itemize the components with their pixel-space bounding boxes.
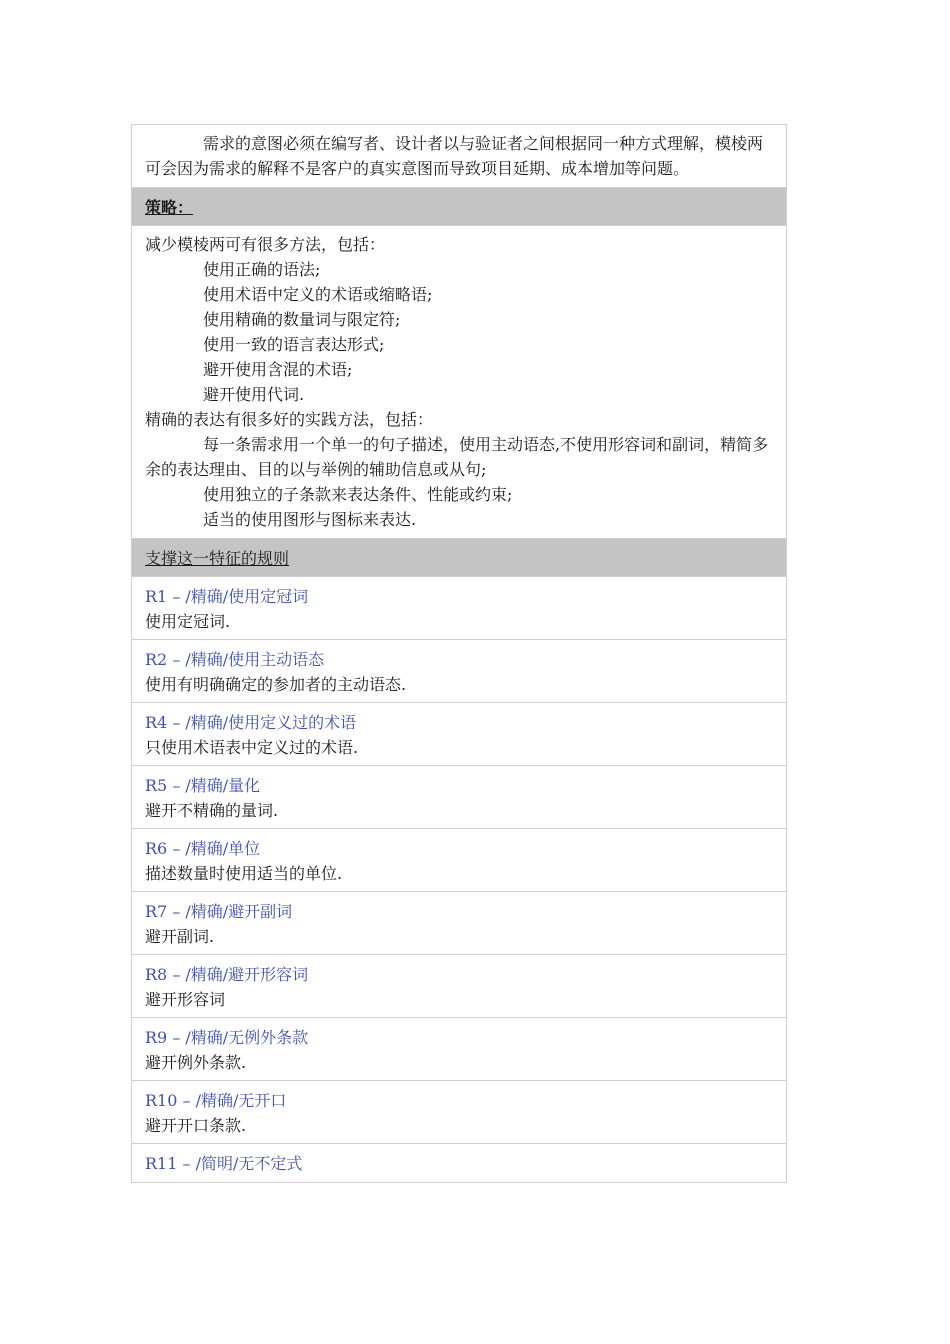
method-item: 使用一致的语言表达形式;	[203, 335, 385, 354]
method-item: 避开使用含混的术语;	[203, 360, 353, 379]
rule-row	[132, 1081, 786, 1144]
rule-link[interactable]: R4 – /精确/使用定义过的术语	[145, 713, 357, 732]
strategy-body	[132, 226, 786, 539]
rule-link[interactable]: R8 – /精确/避开形容词	[145, 965, 309, 984]
rule-row	[132, 577, 786, 640]
rule-link[interactable]: R6 – /精确/单位	[145, 839, 261, 858]
rule-link[interactable]: R7 – /精确/避开副词	[145, 902, 293, 921]
requirements-table	[131, 124, 787, 1183]
rule-link[interactable]: R2 – /精确/使用主动语态	[145, 650, 325, 669]
method-item: 使用精确的数量词与限定符;	[203, 310, 401, 329]
rule-row	[132, 766, 786, 829]
rule-row	[132, 703, 786, 766]
rule-row	[132, 955, 786, 1018]
strategy-header	[132, 188, 786, 226]
method-item: 使用正确的语法;	[203, 260, 321, 279]
rule-description: 避开例外条款.	[145, 1053, 247, 1072]
rule-description: 描述数量时使用适当的单位.	[145, 864, 343, 883]
strategy-label: 策略：	[145, 198, 194, 217]
rule-description: 只使用术语表中定义过的术语.	[145, 738, 359, 757]
method-item: 使用术语中定义的术语或缩略语;	[203, 285, 433, 304]
rule-link[interactable]: R11 – /简明/无不定式	[145, 1154, 303, 1173]
rule-row	[132, 829, 786, 892]
rule-link[interactable]: R1 – /精确/使用定冠词	[145, 587, 309, 606]
method-item: 避开使用代词.	[203, 385, 305, 404]
rule-link[interactable]: R9 – /精确/无例外条款	[145, 1028, 309, 1047]
strategy-lead-precision: 精确的表达有很多好的实践方法，包括：	[145, 410, 434, 429]
practice-item: 适当的使用图形与图标来表达.	[203, 510, 417, 529]
rule-row	[132, 1144, 786, 1182]
intro-text: 需求的意图必须在编写者、设计者以与验证者之间根据同一种方式理解，模棱两可会因为需求的解释不是客户的真实意图而导致项目延期、成本增加等问题。	[145, 134, 764, 178]
rule-link[interactable]: R5 – /精确/量化	[145, 776, 261, 795]
rule-description: 避开形容词	[145, 990, 226, 1009]
practice-item: 使用独立的子条款来表达条件、性能或约束;	[203, 485, 513, 504]
rule-description: 避开副词.	[145, 927, 215, 946]
rule-description: 避开开口条款.	[145, 1116, 247, 1135]
rule-description: 使用有明确确定的参加者的主动语态.	[145, 675, 407, 694]
rules-header-label: 支撑这一特征的规则	[145, 549, 290, 568]
rule-description: 使用定冠词.	[145, 612, 231, 631]
rule-row	[132, 640, 786, 703]
rule-row	[132, 1018, 786, 1081]
intro-cell	[132, 125, 786, 188]
rule-row	[132, 892, 786, 955]
rule-description: 避开不精确的量词.	[145, 801, 279, 820]
practice-paragraph: 每一条需求用一个单一的句子描述，使用主动语态,不使用形容词和副词，精简多余的表达理由、目的以与举例的辅助信息或从句;	[145, 435, 769, 479]
rules-header	[132, 539, 786, 577]
rule-link[interactable]: R10 – /精确/无开口	[145, 1091, 287, 1110]
strategy-lead-ambiguity: 减少模棱两可有很多方法，包括：	[145, 235, 386, 254]
